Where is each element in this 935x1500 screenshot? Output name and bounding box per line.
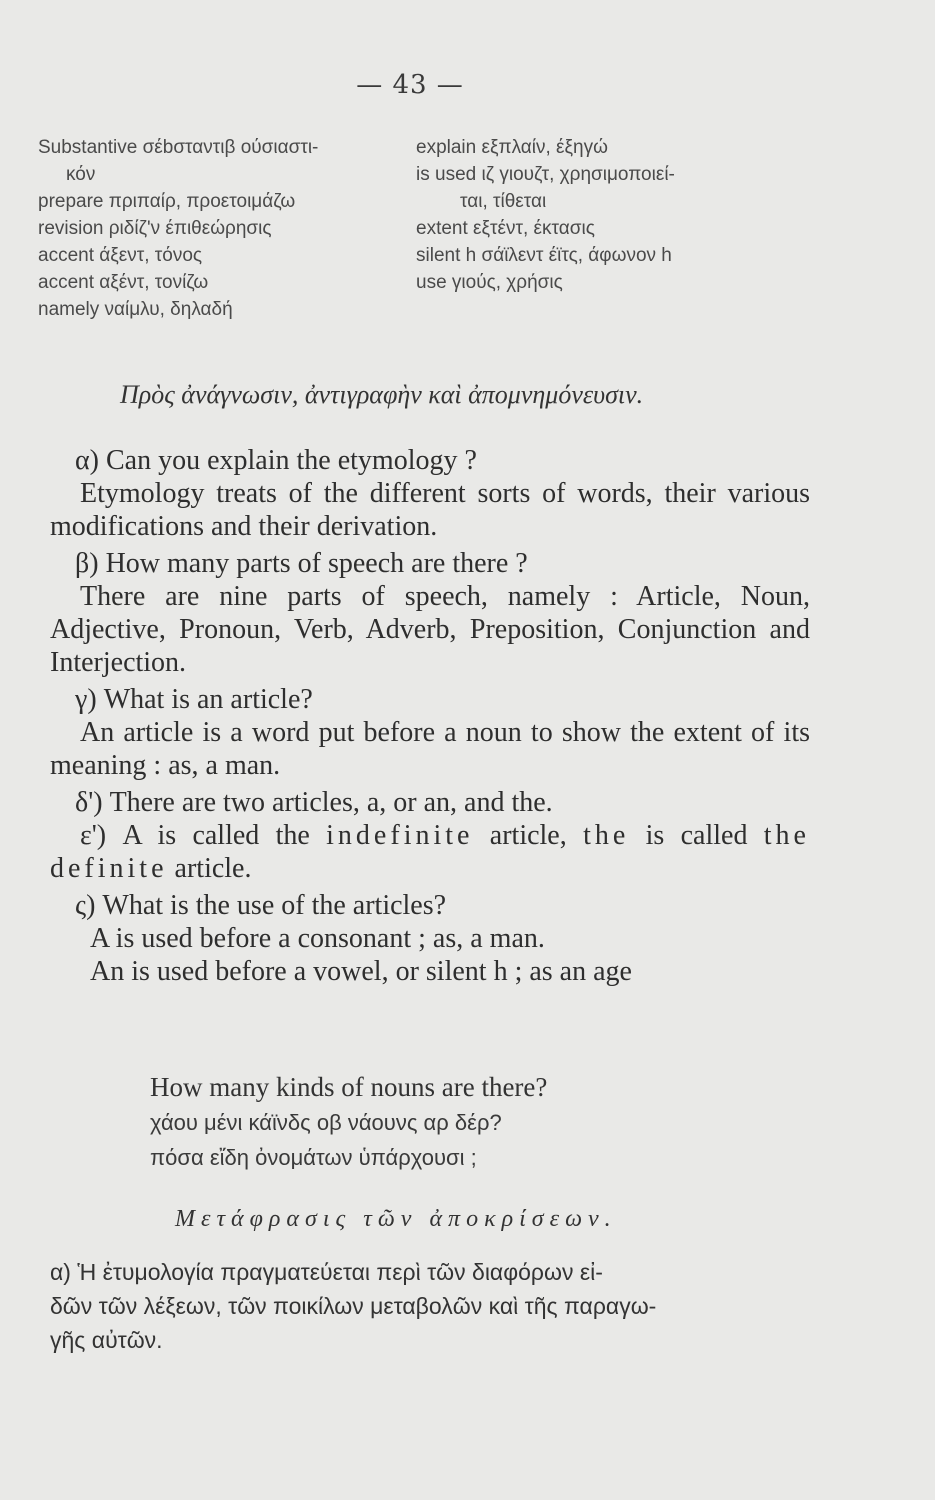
vocab-entry: namely ναίμλυ, δηλαδή <box>38 299 233 320</box>
answer-alpha: Etymology treats of the different sorts of words, their various modifications and their derivation. <box>50 478 810 542</box>
translation-text <box>50 1255 822 1357</box>
example-block <box>150 1070 547 1175</box>
section-heading: Πρὸς ἀνάγνωσιν, ἀντιγραφὴν καὶ ἀπομνημόνευσιν. <box>120 380 644 409</box>
question-alpha: α) Can you explain the etymology ? <box>75 445 477 476</box>
question-stigma: ς) What is the use of the articles? <box>75 890 447 921</box>
answer-stigma-2: An is used before a vowel, or silent h ; as an age <box>90 956 632 987</box>
emphasis-indefinite: indefinite <box>326 820 474 851</box>
vocab-entry: κόν <box>66 164 96 185</box>
translation-line: γῆς αὐτῶν. <box>50 1327 163 1353</box>
text-run: is called <box>645 820 748 851</box>
example-phonetic: χάου μένι κάϊνδς οβ νάουνς αρ δέρ? <box>150 1110 502 1135</box>
vocab-entry: use γιούς, χρήσις <box>416 272 563 293</box>
vocab-entry: prepare πριπαίρ, προετοιμάζω <box>38 191 296 212</box>
vocab-entry: accent άξεντ, τόνος <box>38 245 203 266</box>
vocab-entry: revision ριδίζ'ν έπιθεώρησις <box>38 218 272 239</box>
text-run: article. <box>174 853 252 884</box>
answer-gamma: An article is a word put before a noun to show the extent of its meaning : as, a man. <box>50 717 810 781</box>
example-english: How many kinds of nouns are there? <box>150 1072 548 1102</box>
translation-line: δῶν τῶν λέξεων, τῶν ποικίλων μεταβολῶν καὶ τῆς παραγω- <box>50 1293 657 1319</box>
emphasis-the: the <box>583 820 630 851</box>
emphasis-definite: the definite <box>50 820 810 884</box>
vocab-entry: Substantive σέbσταντιβ ούσιαστι- <box>38 137 319 158</box>
question-gamma: γ) What is an article? <box>75 684 313 715</box>
vocab-entry: is used ιζ γιουζτ, χρησιμοποιεί- <box>416 164 675 185</box>
question-beta: β) How many parts of speech are there ? <box>75 548 528 579</box>
statement-delta: δ') There are two articles, a, or an, and the. <box>75 787 553 818</box>
vocab-entry: explain εξπλαίν, έξηγώ <box>416 137 608 158</box>
vocabulary-right-column <box>416 134 675 296</box>
answer-stigma-1: A is used before a consonant ; as, a man. <box>90 923 545 954</box>
text-run: article, <box>489 820 567 851</box>
translation-heading: Μετάφρασις τῶν ἀποκρίσεων. <box>175 1206 617 1232</box>
page-number: — 43 — <box>356 70 464 100</box>
lesson-text <box>50 440 810 988</box>
statement-epsilon <box>50 819 810 885</box>
vocab-entry: accent αξέντ, τονίζω <box>38 272 209 293</box>
text-run: ε') A is called the <box>80 820 310 851</box>
answer-beta: There are nine parts of speech, namely : Article, Noun, Adjective, Pronoun, Verb, Adverb, Preposition, Conjunction and Interjection. <box>50 581 810 678</box>
vocab-entry: silent h σάϊλεντ έϊτς, άφωνον h <box>416 245 672 266</box>
vocab-entry: ται, τίθεται <box>460 191 547 212</box>
vocab-entry: extent εξτέντ, έκτασις <box>416 218 595 239</box>
example-greek: πόσα εἴδη ὀνομάτων ὑπάρχουσι ; <box>150 1145 477 1170</box>
vocabulary-left-column <box>38 134 318 323</box>
translation-line: α) Ἡ ἐτυμολογία πραγματεύεται περὶ τῶν διαφόρων εἰ- <box>50 1259 603 1285</box>
